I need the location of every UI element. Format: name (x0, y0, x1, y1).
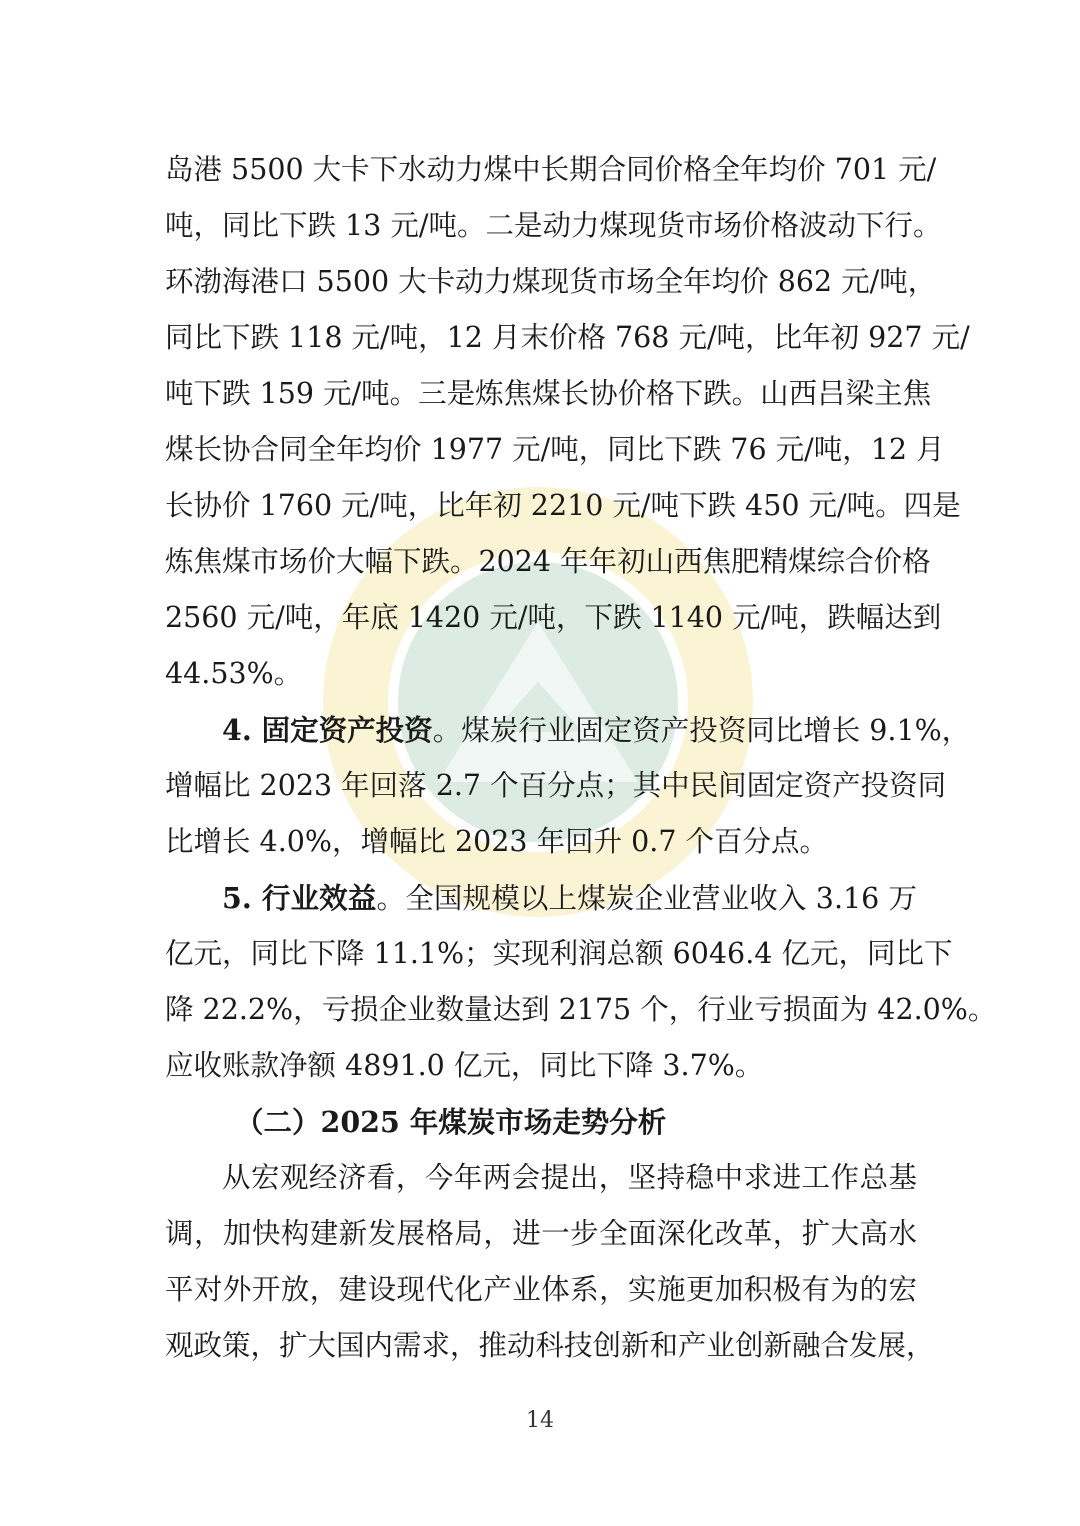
text-line: 观政策，扩大国内需求，推动科技创新和产业创新融合发展， (165, 1329, 935, 1362)
text-line: 增幅比 2023 年回落 2.7 个百分点；其中民间固定资产投资同 (165, 769, 947, 802)
text-line: 环渤海港口 5500 大卡动力煤现货市场全年均价 862 元/吨， (165, 265, 937, 298)
text-line: 平对外开放，建设现代化产业体系，实施更加积极有为的宏 (165, 1273, 917, 1306)
text-line: 应收账款净额 4891.0 亿元，同比下降 3.7%。 (165, 1049, 764, 1082)
text-line: 炼焦煤市场价大幅下跌。2024 年年初山西焦肥精煤综合价格 (165, 545, 931, 578)
paragraph-5-text: 。全国规模以上煤炭企业营业收入 3.16 万 (376, 882, 917, 915)
page-number: 14 (526, 1408, 554, 1433)
text-line: 吨，同比下跌 13 元/吨。二是动力煤现货市场价格波动下行。 (165, 209, 942, 242)
text-line: 同比下跌 118 元/吨，12 月末价格 768 元/吨，比年初 927 元/ (165, 321, 970, 354)
body-text (165, 142, 997, 1374)
paragraph-4-text: 。煤炭行业固定资产投资同比增长 9.1%， (432, 714, 971, 747)
text-line: 44.53%。 (165, 657, 303, 690)
paragraph-4-heading: 4. 固定资产投资 (222, 713, 433, 747)
paragraph-5-first-line (165, 870, 917, 926)
text-line: 亿元，同比下降 11.1%；实现利润总额 6046.4 亿元，同比下 (165, 937, 953, 970)
text-line: 岛港 5500 大卡下水动力煤中长期合同价格全年均价 701 元/ (165, 153, 937, 186)
text-line: 煤长协合同全年均价 1977 元/吨，同比下跌 76 元/吨，12 月 (165, 433, 945, 466)
paragraph-4-first-line (165, 702, 971, 758)
text-line: 调，加快构建新发展格局，进一步全面深化改革，扩大高水 (165, 1217, 917, 1250)
paragraph-5-heading: 5. 行业效益 (222, 881, 377, 915)
text-line: 从宏观经济看，今年两会提出，坚持稳中求进工作总基 (222, 1161, 917, 1194)
text-line: 长协价 1760 元/吨，比年初 2210 元/吨下跌 450 元/吨。四是 (165, 489, 961, 522)
text-line: 2560 元/吨，年底 1420 元/吨，下跌 1140 元/吨，跌幅达到 (165, 601, 942, 634)
text-line: 吨下跌 159 元/吨。三是炼焦煤长协价格下跌。山西吕梁主焦 (165, 377, 932, 410)
section-title: （二）2025 年煤炭市场走势分析 (235, 1105, 667, 1139)
text-line: 比增长 4.0%，增幅比 2023 年回升 0.7 个百分点。 (165, 825, 829, 858)
text-line: 降 22.2%，亏损企业数量达到 2175 个，行业亏损面为 42.0%。 (165, 993, 997, 1026)
